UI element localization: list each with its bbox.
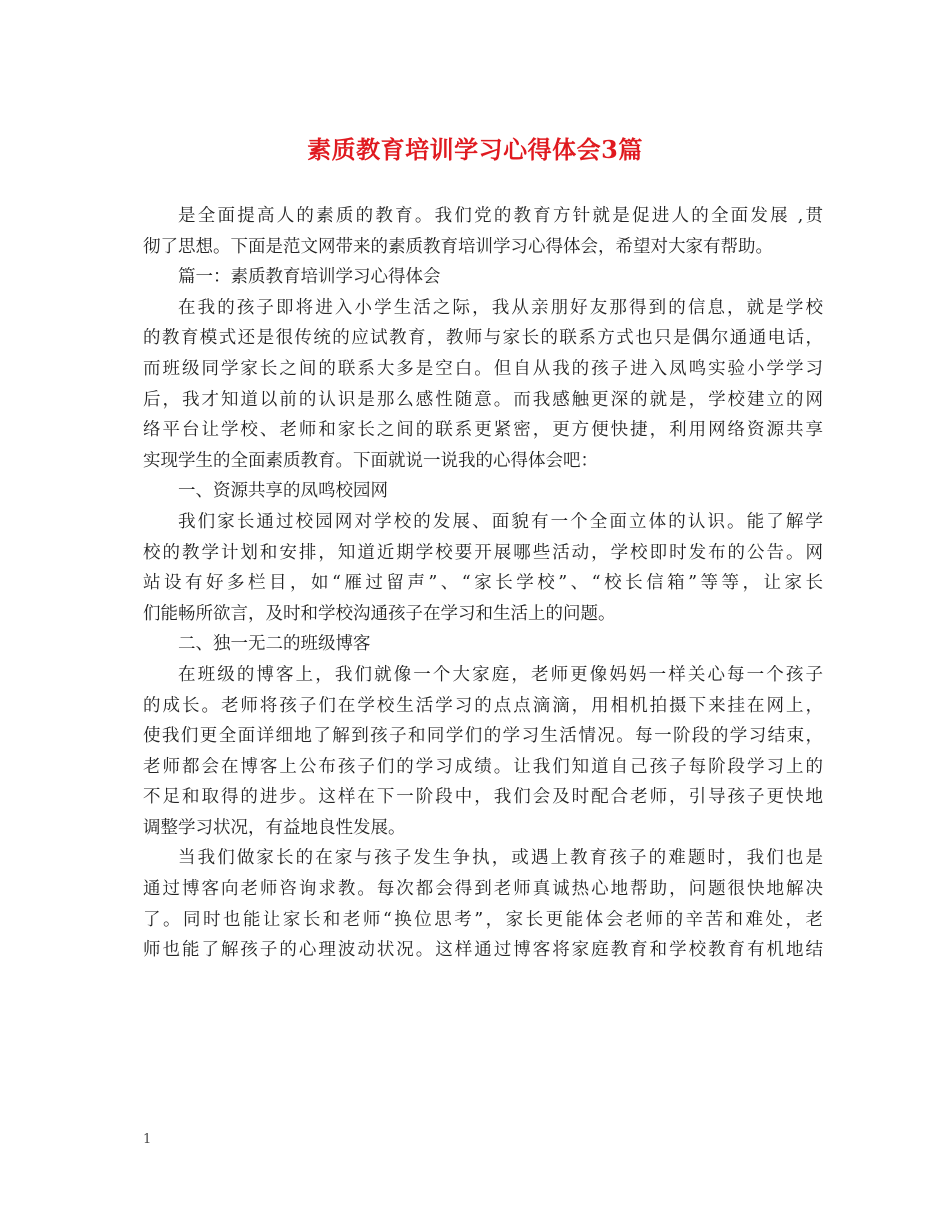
text-line: 师也能了解孩子的心理波动状况。这样通过博客将家庭教育和学校教育有机地结 bbox=[143, 940, 823, 961]
text-line: 篇一：素质教育培训学习心得体会 bbox=[178, 267, 441, 288]
text-line: 而班级同学家长之间的联系大多是空白。但自从我的孩子进入凤鸣实验小学学习 bbox=[143, 358, 823, 379]
text-line: 的教育模式还是很传统的应试教育，教师与家长的联系方式也只是偶尔通通电话， bbox=[143, 328, 823, 349]
document-title: 素质教育培训学习心得体会3篇 bbox=[307, 135, 643, 164]
text-line: 当我们做家长的在家与孩子发生争执，或遇上教育孩子的难题时，我们也是 bbox=[178, 848, 823, 869]
text-line: 二、独一无二的班级博客 bbox=[178, 634, 371, 655]
text-line: 彻了思想。下面是范文网带来的素质教育培训学习心得体会，希望对大家有帮助。 bbox=[143, 236, 773, 257]
text-line: 一、资源共享的凤鸣校园网 bbox=[178, 481, 388, 502]
text-line: 在我的孩子即将进入小学生活之际，我从亲朋好友那得到的信息，就是学校 bbox=[178, 297, 823, 318]
text-line: 实现学生的全面素质教育。下面就说一说我的心得体会吧： bbox=[143, 450, 598, 471]
text-line: 络平台让学校、老师和家长之间的联系更紧密，更方便快捷，利用网络资源共享 bbox=[143, 420, 823, 441]
text-line: 是全面提高人的素质的教育。我们党的教育方针就是促进人的全面发展 ,贯 bbox=[178, 206, 823, 226]
page-number: 1 bbox=[143, 1132, 152, 1147]
text-line: 站设有好多栏目，如“雁过留声”、“家长学校”、“校长信箱”等等，让家长 bbox=[143, 573, 823, 594]
text-line: 们能畅所欲言，及时和学校沟通孩子在学习和生活上的问题。 bbox=[143, 603, 616, 624]
text-line: 后，我才知道以前的认识是那么感性随意。而我感触更深的就是，学校建立的网 bbox=[143, 389, 823, 410]
document-body bbox=[143, 201, 823, 966]
text-line: 的成长。老师将孩子们在学校生活学习的点点滴滴，用相机拍摄下来挂在网上， bbox=[143, 695, 823, 716]
text-line: 不足和取得的进步。这样在下一阶段中，我们会及时配合老师，引导孩子更快地 bbox=[143, 787, 823, 808]
text-line: 我们家长通过校园网对学校的发展、面貌有一个全面立体的认识。能了解学 bbox=[178, 511, 823, 532]
text-line: 在班级的博客上，我们就像一个大家庭，老师更像妈妈一样关心每一个孩子 bbox=[178, 664, 823, 685]
text-line: 老师都会在博客上公布孩子们的学习成绩。让我们知道自己孩子每阶段学习上的 bbox=[143, 756, 823, 777]
text-line: 校的教学计划和安排，知道近期学校要开展哪些活动，学校即时发布的公告。网 bbox=[143, 542, 823, 563]
text-line: 调整学习状况，有益地良性发展。 bbox=[143, 817, 406, 838]
text-line: 了。同时也能让家长和老师“换位思考”，家长更能体会老师的辛苦和难处，老 bbox=[143, 909, 823, 930]
text-line: 使我们更全面详细地了解到孩子和同学们的学习生活情况。每一阶段的学习结束， bbox=[143, 726, 823, 747]
text-line: 通过博客向老师咨询求教。每次都会得到老师真诚热心地帮助，问题很快地解决 bbox=[143, 879, 823, 900]
